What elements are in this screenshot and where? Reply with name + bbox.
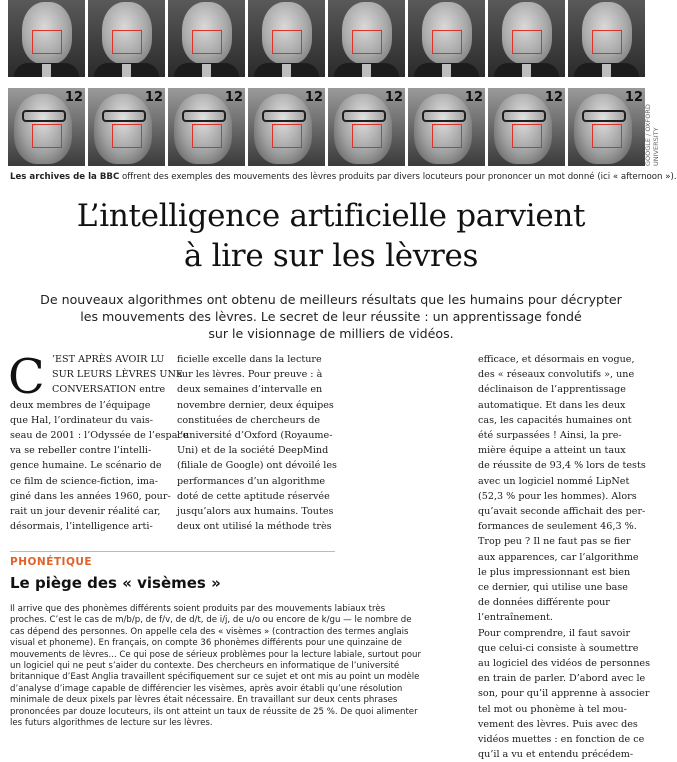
headline <box>0 196 662 276</box>
text-line: en train de parler. D’abord avec le <box>478 673 646 685</box>
text-line: que celui-ci consiste à soumettre <box>478 642 639 654</box>
text-line: qu’il a vu et entendu précédem- <box>478 749 634 761</box>
text-line: formances de seulement 46,3 %. <box>478 521 637 533</box>
video-frame <box>88 0 165 77</box>
video-frame <box>568 0 645 77</box>
text-line: deux semaines d’intervalle en <box>177 384 323 396</box>
text-line: ’EST APRÈS AVOIR LU <box>52 354 165 365</box>
lip-highlight-box <box>512 30 542 54</box>
text-line: l’entraînement. <box>478 612 553 624</box>
headline-line: à lire sur les lèvres <box>183 238 479 274</box>
text-line: (filiale de Google) ont dévoilé les <box>177 460 337 472</box>
text-line: ce dernier, qui utilise une base <box>478 582 628 594</box>
caption-text: offrent des exemples des mouvements des lèvres produits par divers locuteurs pour prononcer un mot donné (ici « afternoon »). <box>119 172 677 182</box>
text-line: SUR LEURS LÈVRES UNE <box>52 369 183 381</box>
text-line: Uni) et de la société DeepMind <box>177 445 329 457</box>
text-line: deux membres de l’équipage <box>10 399 151 411</box>
text-line: performances d’un algorithme <box>177 475 326 487</box>
lip-highlight-box <box>352 30 382 54</box>
video-frame <box>408 0 485 77</box>
video-frame <box>328 88 405 166</box>
text-line: gence humaine. Le scénario de <box>10 460 162 472</box>
text-line: au logiciel des vidéos de personnes <box>478 658 651 670</box>
photo-strip-bottom <box>8 88 645 166</box>
section-divider <box>10 551 335 552</box>
video-frame <box>568 88 645 166</box>
text-line: avec un logiciel nommé LipNet <box>478 475 630 487</box>
article-column-3 <box>478 352 651 762</box>
text-line: tel mot ou phonème à tel mou- <box>478 703 627 715</box>
text-line: mière équipe a atteint un taux <box>478 445 626 457</box>
lip-highlight-box <box>592 124 622 148</box>
lip-highlight-box <box>112 124 142 148</box>
sidebar-line: proches. C’est le cas de m/b/p, de f/v, de d/t, de i/j, de u/o ou encore de k/gu — le nombre de <box>10 615 412 626</box>
text-line: novembre dernier, deux équipes <box>177 399 334 411</box>
frame-number: 12 <box>544 90 563 105</box>
lip-highlight-box <box>272 124 302 148</box>
standfirst <box>0 291 662 342</box>
text-line: que Hal, l’ordinateur du vais- <box>10 414 153 426</box>
sidebar-text <box>10 604 470 729</box>
text-line: ce film de science-fiction, ima- <box>10 475 158 487</box>
text-line: doté de cette aptitude réservée <box>177 490 330 502</box>
text-line: constituées de chercheurs de <box>177 414 321 426</box>
text-line: l’université d’Oxford (Royaume- <box>177 430 333 442</box>
standfirst-line: De nouveaux algorithmes ont obtenu de meilleurs résultats que les humains pour décrypter <box>40 292 622 307</box>
section-title: Le piège des « visèmes » <box>10 574 221 592</box>
sidebar-line: un logiciel qui ne peut s’aider du contexte. Des chercheurs en informatique de l’université <box>10 661 400 672</box>
video-frame <box>328 0 405 77</box>
drop-cap: C <box>8 349 45 405</box>
video-frame <box>248 0 325 77</box>
lip-highlight-box <box>32 30 62 54</box>
sidebar-line: prononcées par douze locuteurs, ils ont atteint un taux de réussite de 25 %. De quoi alimenter <box>10 706 418 717</box>
photo-strip-top <box>8 0 645 77</box>
lip-highlight-box <box>112 30 142 54</box>
text-line: de réussite de 93,4 % lors de tests <box>478 460 646 472</box>
photo-credit: GOOGLE / OXFORD UNIVERSITY <box>644 104 660 166</box>
text-line: Pour comprendre, il faut savoir <box>478 627 631 639</box>
sidebar-line: britannique d’East Anglia travaillent spécifiquement sur ce sujet et ont mis au point un modèle <box>10 672 420 683</box>
standfirst-line: sur le visionnage de milliers de vidéos. <box>208 326 454 341</box>
standfirst-line: les mouvements des lèvres. Le secret de leur réussite : un apprentissage fondé <box>80 309 582 324</box>
sidebar-line: Il arrive que des phonèmes différents soient produits par des mouvements labiaux très <box>10 604 386 614</box>
text-line: (52,3 % pour les hommes). Alors <box>478 490 637 502</box>
text-line: giné dans les années 1960, pour- <box>10 490 171 502</box>
text-line: le plus impressionnant est bien <box>478 566 631 578</box>
video-frame <box>168 88 245 166</box>
text-line: rait un jour devenir réalité car, <box>10 506 161 518</box>
lip-highlight-box <box>32 124 62 148</box>
text-line: déclinaison de l’apprentissage <box>478 384 626 396</box>
article-column-1 <box>8 349 189 534</box>
sidebar-line: visual et phoneme). En français, on compte 36 phonèmes différents pour une quinzaine de <box>10 638 402 649</box>
text-line: été surpassées ! Ainsi, la pre- <box>478 430 622 442</box>
text-line: sur les lèvres. Pour preuve : à <box>177 369 323 381</box>
section-label: PHONÉTIQUE <box>10 556 93 568</box>
video-frame <box>8 0 85 77</box>
frame-number: 12 <box>64 90 83 105</box>
frame-number: 12 <box>304 90 323 105</box>
sidebar-line: les futurs algorithmes de lecture sur les lèvres. <box>10 718 213 729</box>
lip-highlight-box <box>432 30 462 54</box>
lip-highlight-box <box>432 124 462 148</box>
video-frame <box>488 0 565 77</box>
caption-bold: Les archives de la BBC <box>10 172 120 182</box>
text-line: jusqu’alors aux humains. Toutes <box>177 506 334 518</box>
text-line: Trop peu ? Il ne faut pas se fier <box>478 536 631 548</box>
frame-number: 12 <box>624 90 643 105</box>
text-line: cas, les capacités humaines ont <box>478 414 632 426</box>
text-line: va se rebeller contre l’intelli- <box>10 445 152 457</box>
video-frame <box>248 88 325 166</box>
article-column-2 <box>177 352 337 534</box>
lip-highlight-box <box>352 124 382 148</box>
video-frame <box>88 88 165 166</box>
text-line: désormais, l’intelligence arti- <box>10 521 153 533</box>
headline-line: L’intelligence artificielle parvient <box>76 198 586 234</box>
lip-highlight-box <box>272 30 302 54</box>
text-line: qu’avait seconde affichait des per- <box>478 506 646 518</box>
text-line: automatique. Et dans les deux <box>478 399 626 411</box>
video-frame <box>408 88 485 166</box>
photo-caption <box>10 172 677 182</box>
frame-number: 12 <box>224 90 243 105</box>
text-line: seau de 2001 : l’Odyssée de l’espace <box>10 430 189 442</box>
text-line: son, pour qu’il apprenne à associer <box>478 688 650 700</box>
sidebar-line: mouvements de lèvres... Ce qui pose de sérieux problèmes pour la lecture labiale, surtout pour <box>10 649 422 660</box>
frame-number: 12 <box>144 90 163 105</box>
sidebar-line: minimale de deux pixels par lèvres était nécessaire. En travaillant sur deux cents phrases <box>10 695 398 706</box>
video-frame <box>168 0 245 77</box>
text-line: aux apparences, car l’algorithme <box>478 551 639 563</box>
frame-number: 12 <box>464 90 483 105</box>
text-line: de données différente pour <box>478 597 610 609</box>
text-line: vement des lèvres. Puis avec des <box>478 718 638 730</box>
frame-number: 12 <box>384 90 403 105</box>
sidebar-line: d’analyse d’image capable de différencier les visèmes, après avoir établi qu’une résolution <box>10 683 403 694</box>
text-line: efficace, et désormais en vogue, <box>478 354 635 365</box>
text-line: des « réseaux convolutifs », une <box>478 369 635 381</box>
lip-highlight-box <box>192 30 222 54</box>
text-line: CONVERSATION entre <box>52 384 166 396</box>
lip-highlight-box <box>192 124 222 148</box>
lip-highlight-box <box>512 124 542 148</box>
video-frame <box>8 88 85 166</box>
video-frame <box>488 88 565 166</box>
lip-highlight-box <box>592 30 622 54</box>
text-line: vidéos muettes : en fonction de ce <box>478 734 645 746</box>
text-line: ficielle excelle dans la lecture <box>177 354 322 365</box>
text-line: deux ont utilisé la méthode très <box>177 521 332 533</box>
sidebar-line: cas dépend des personnes. On appelle cela des « visèmes » (contraction des termes anglais <box>10 626 409 637</box>
